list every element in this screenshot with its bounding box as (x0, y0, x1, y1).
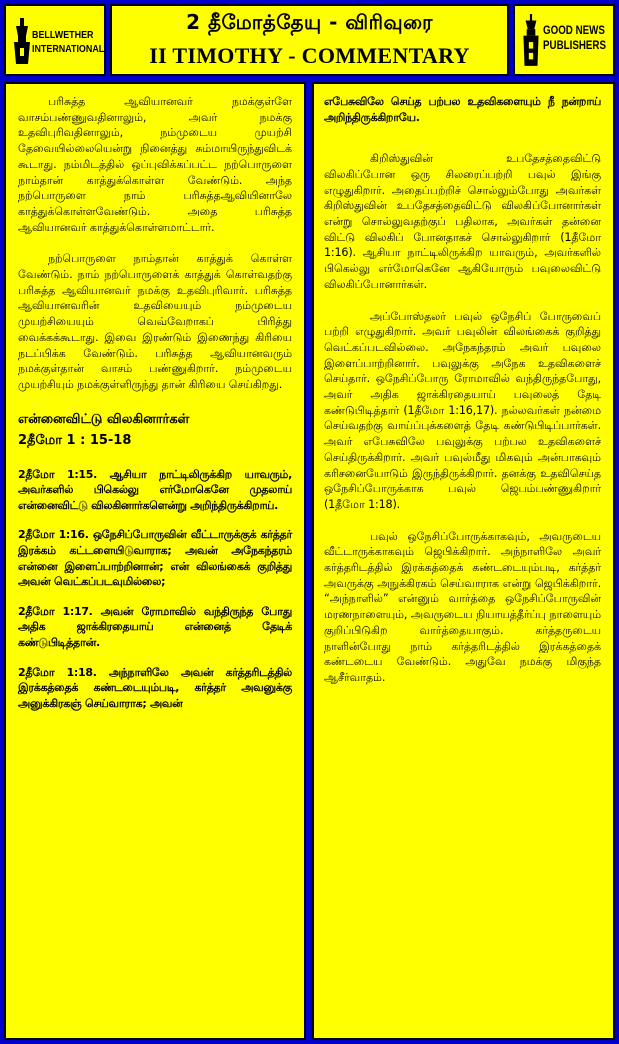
logo-line-2: INTERNATIONAL (32, 43, 105, 55)
good-news-logo (513, 4, 615, 76)
logo-line-1: GOOD NEWS (543, 25, 605, 37)
verse-text: 2தீமோ 1:17. அவன் ரோமாவில் வந்திருந்த போது அதிக ஜாக்கிரதையாய் என்னைத் தேடிக் கண்டுபிடித்தான். (18, 604, 292, 649)
paragraph: பரிசுத்த ஆவியானவர் நமக்குள்ளே வாசம்பண்ணுவதினாலும், அவர் நமக்கு உதவிபுரிவதினாலும், நம்முடைய முயற்சி தேவையில்லையென்று நினைத்து சும்மாயிருந்துவிடக் கூடாது. நம்மிடத்தில் ஒப்புவிக்கப்பட்ட நற்பொருளை நாம்தான் காத்துக்கொள்ள வேண்டும். அந்த நற்பொருளை நாம் பரிசுத்தஆவியினாலே காத்துக்கொள்ளவேண்டும். அதை பரிசுத்த ஆவியானவர் காத்துக்கொள்ளமாட்டார். (18, 95, 292, 234)
bell-tower-icon (12, 16, 32, 66)
logo-line-2: PUBLISHERS (543, 40, 607, 52)
section-heading-title: என்னைவிட்டு விலகினார்கள் (18, 411, 190, 427)
paragraph: பவுல் ஒநேசிப்போருக்காகவும், அவருடைய வீட்டாருக்காகவும் ஜெபிக்கிறார். அந்நாளிலே அவர் கர்த்தரிடத்தில் இரக்கத்தைக் கண்டடையும்படி, கர்த்தர் அவருக்கு அநுக்கிரகம் செய்வாராக என்று ஜெபிக்கிறார். “அந்நாளில்” என்னும் வார்த்தை ஒநேசிப்போருவின் மரணநாளையும், அவருடைய நியாயத்தீர்ப்பு நாளையும் குறிப்பிடுகிற வார்த்தையாகும். கர்த்தருடைய நாளின்போது நாம் கர்த்தரிடத்தில் இரக்கத்தைக் கண்டடைய வேண்டும். அதுவே நமக்கு மிகுந்த ஆசீர்வாதம். (324, 529, 601, 684)
section-heading (18, 409, 292, 451)
paragraph: அப்போஸ்தலர் பவுல் ஒநேசிப் போருவைப் பற்றி எழுதுகிறார். அவர் பவுலின் விலங்கைக் குறித்து வெட்கப்படவில்லை. அநேகந்தரம் அவர் பவுலை இளைப்பாற்றினார். பவுலுக்கு அநேக உதவிகளைச் செய்தார். ஒநேசிப்போரு ரோமாவில் வந்திருந்தபோது, அவர் அதிக ஜாக்கிரதையாய் பவுலைத் தேடி கண்டுபிடித்தார் (1தீமோ 1:16,17). நல்லவர்கள் நன்மை செய்வதற்கு வாய்ப்புக்களைத் தேடி கண்டுபிடிப்பார்கள். அவர் எபேசுவிலே பவுலுக்கு பற்பல உதவிகளைச் செய்திருக்கிறார். அவர் பவுல்மீது மிகவும் அன்பாகவும் கரிசனையோடும் இருந்திருக்கிறார். தனக்கு உதவிசெய்த ஒநேசிப்போருக்காக பவுல் ஜெபம்பண்ணுகிறார் (1தீமோ 1:18). (324, 309, 601, 511)
verse-text: 2தீமோ 1:15. ஆசியா நாட்டிலிருக்கிற யாவரும், அவர்களில் பிகெல்லு எர்மோகெனே முதலாய் என்னைவிட்டு விலகினார்களென்று அறிந்திருக்கிறாய். (18, 467, 292, 512)
verse-text: 2தீமோ 1:16. ஒநேசிப்போருவின் வீட்டாருக்குக் கர்த்தர் இரக்கம் கட்டளையிடுவாராக; அவன் அநேகந்தரம் என்னை இளைப்பாற்றினான்; என் விலங்கைக் குறித்து அவன் வெட்கப்படவுமில்லை; (18, 528, 292, 589)
page-header (2, 2, 617, 78)
logo-line-1: BELLWETHER (32, 29, 94, 41)
right-column (312, 82, 615, 1040)
verse-text: 2தீமோ 1:18. அந்நாளிலே அவன் கர்த்தரிடத்தில் இரக்கத்தைக் கண்டடையும்படி, கர்த்தர் அவனுக்கு அனுக்கிரகஞ் செய்வாராக; அவன் (18, 665, 292, 710)
tower-icon (520, 14, 542, 68)
verse-text: எபேசுவிலே செய்த பற்பல உதவிகளையும் நீ நன்றாய் அறிந்திருக்கிறாயே. (324, 95, 601, 124)
paragraph: கிறிஸ்துவின் உபதேசத்தைவிட்டு விலகிப்போன ஒரு சிலரைப்பற்றி பவுல் இங்கு எழுதுகிறார். அதைப்பற்றிச் சொல்லும்போது அவர்கள் கிறிஸ்துவின் உபதேசத்தைவிட்டு விலகிப்போனார்கள் என்று சொல்லுவதற்குப் பதிலாக, அவர்கள் தன்னை விட்டு விலகிப் போனதாகச் சொல்லுகிறார் (1தீமோ 1:16). ஆசியா நாட்டிலிருக்கிற யாவரும், அவர்களில் பிகெல்லு எர்மோகெனே ஆகியோரும் பவுலைவிட்டு விலகிப்போனார்கள். (324, 152, 601, 291)
title-box (110, 4, 509, 76)
title-english: II TIMOTHY - COMMENTARY (149, 43, 470, 68)
title-tamil: 2 தீமோத்தேயு - விரிவுரை (186, 10, 433, 34)
section-heading-reference: 2தீமோ 1 : 15-18 (18, 432, 132, 448)
paragraph: நற்பொருளை நாம்தான் காத்துக் கொள்ள வேண்டும். நாம் நற்பொருளைக் காத்துக் கொள்வதற்கு பரிசுத்த ஆவியானவர் நமக்கு உதவிபுரிவார். பரிசுத்த ஆவியானவரின் உதவியையும் நம்முடைய முயற்சியையும் வெவ்வேறாகப் பிரித்து வைக்கக்கூடாது. இவை இரண்டும் இணைந்து கிரியை நடப்பிக்க வேண்டும். பரிசுத்த ஆவியானவரும் நமக்குள்தான் வாசம் பண்ணுகிறார். நம்முடைய முயற்சியும் நமக்குள்ளிருந்து தான் கிரியை செய்கிறது. (18, 252, 292, 391)
left-column (4, 82, 306, 1040)
bellwether-logo (4, 4, 106, 76)
